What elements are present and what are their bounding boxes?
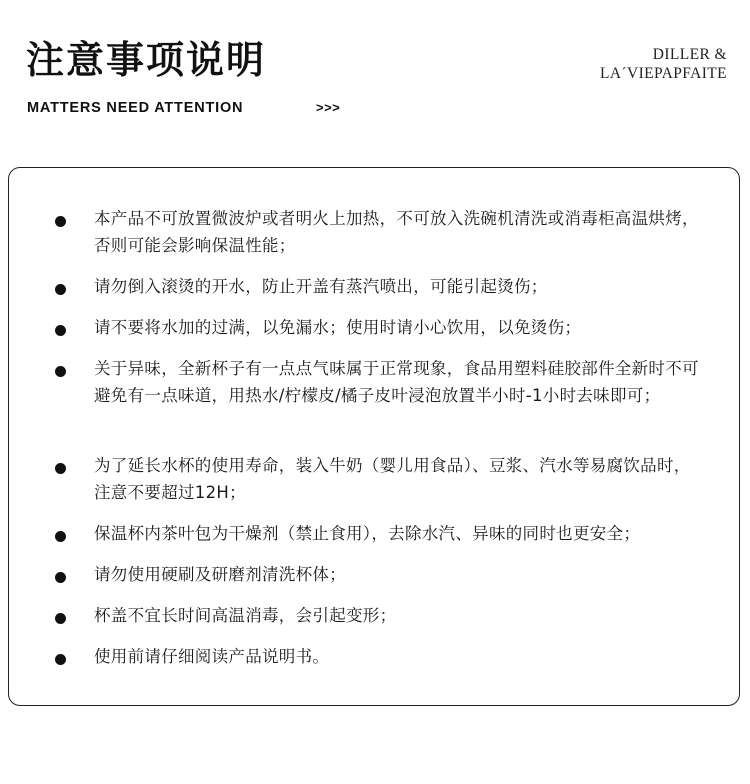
note-text: 本产品不可放置微波炉或者明火上加热，不可放入洗碗机清洗或消毒柜高温烘烤，否则可能会影响保温性能； xyxy=(94,209,699,255)
header xyxy=(0,0,750,160)
notes-panel xyxy=(8,167,740,706)
bullet-icon xyxy=(55,284,66,295)
bullet-icon xyxy=(55,366,66,377)
bullet-icon xyxy=(55,463,66,474)
page-title: 注意事项说明 xyxy=(26,38,267,82)
note-text: 请勿倒入滚烫的开水，防止开盖有蒸汽喷出，可能引起烫伤； xyxy=(94,277,548,296)
bullet-icon xyxy=(55,654,66,665)
note-text: 请不要将水加的过满，以免漏水；使用时请小心饮用，以免烫伤； xyxy=(94,318,582,337)
note-text: 关于异味，全新杯子有一点点气味属于正常现象，食品用塑料硅胶部件全新时不可避免有一点味道，用热水/柠檬皮/橘子皮叶浸泡放置半小时-1小时去味即可； xyxy=(94,359,699,405)
bullet-icon xyxy=(55,572,66,583)
bullet-icon xyxy=(55,325,66,336)
note-text: 使用前请仔细阅读产品说明书。 xyxy=(94,647,330,666)
brand-logo xyxy=(600,45,727,83)
note-text: 杯盖不宜长时间高温消毒，会引起变形； xyxy=(94,606,397,625)
note-text: 请勿使用硬刷及研磨剂清洗杯体； xyxy=(94,565,346,584)
note-text: 保温杯内茶叶包为干燥剂（禁止食用），去除水汽、异味的同时也更安全； xyxy=(94,524,641,543)
bullet-icon xyxy=(55,531,66,542)
brand-line-2: LA´VIEPAPFAITE xyxy=(599,65,727,82)
bullet-icon xyxy=(55,216,66,227)
brand-line-1: DILLER & xyxy=(652,46,727,63)
bullet-icon xyxy=(55,613,66,624)
arrows-decoration: >>> xyxy=(316,100,341,115)
page-subtitle: MATTERS NEED ATTENTION xyxy=(27,100,244,116)
note-text: 为了延长水杯的使用寿命，装入牛奶（婴儿用食品）、豆浆、汽水等易腐饮品时，注意不要超过12H； xyxy=(94,456,691,502)
